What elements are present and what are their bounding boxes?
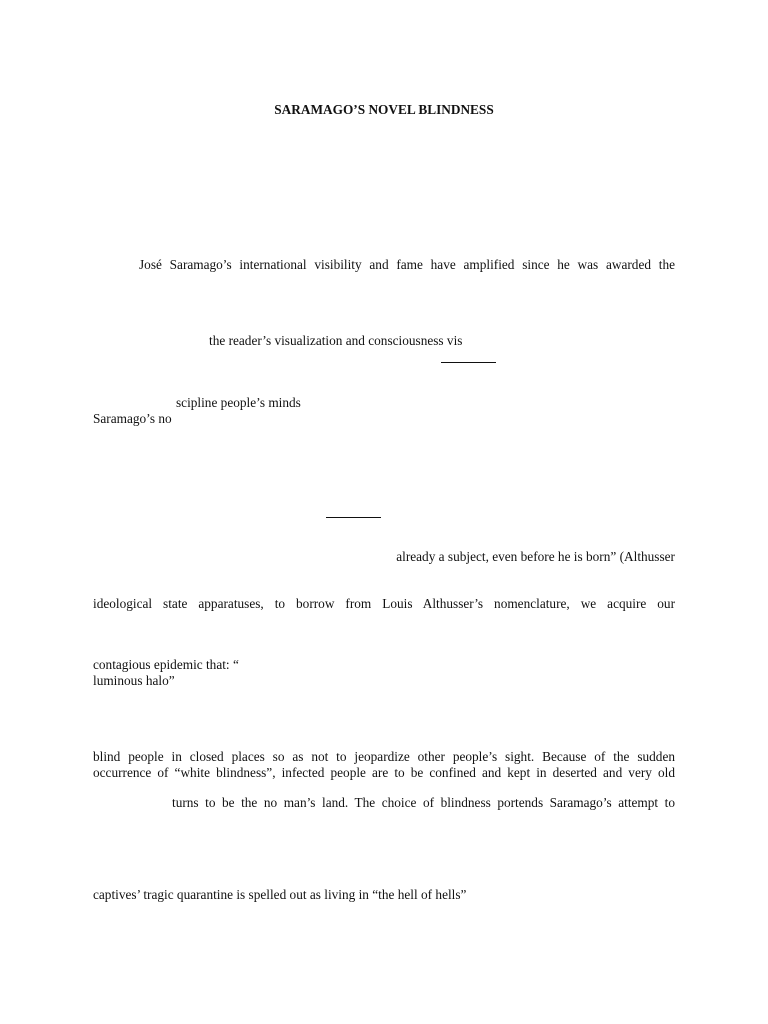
paragraph-line-8: luminous halo” <box>93 673 175 688</box>
paragraph-line-9: blind people in closed places so as not to jeopardize other people’s sight. Because of the sudden <box>93 749 675 764</box>
paragraph-line-4: Saramago’s no <box>93 411 172 426</box>
paragraph-line-12: captives’ tragic quarantine is spelled out as living in “the hell of hells” <box>93 887 467 902</box>
paragraph-line-2: the reader’s visualization and consciousness vis <box>209 333 463 348</box>
paragraph-line-6: ideological state apparatuses, to borrow from Louis Althusser’s nomenclature, we acquire our <box>93 596 675 611</box>
document-title: SARAMAGO’S NOVEL BLINDNESS <box>274 102 494 117</box>
paragraph-line-1: José Saramago’s international visibility and fame have amplified since he was awarded the <box>139 257 675 272</box>
paragraph-line-3: scipline people’s minds <box>176 395 301 410</box>
paragraph-line-11: turns to be the no man’s land. The choice of blindness portends Saramago’s attempt to <box>172 795 675 810</box>
underline-rule <box>326 517 381 518</box>
paragraph-line-7: contagious epidemic that: “ <box>93 657 239 672</box>
paragraph-line-10: occurrence of “white blindness”, infected people are to be confined and kept in deserted and very old <box>93 765 675 780</box>
paragraph-line-5: already a subject, even before he is born” (Althusser <box>396 549 675 564</box>
underline-rule <box>441 362 496 363</box>
